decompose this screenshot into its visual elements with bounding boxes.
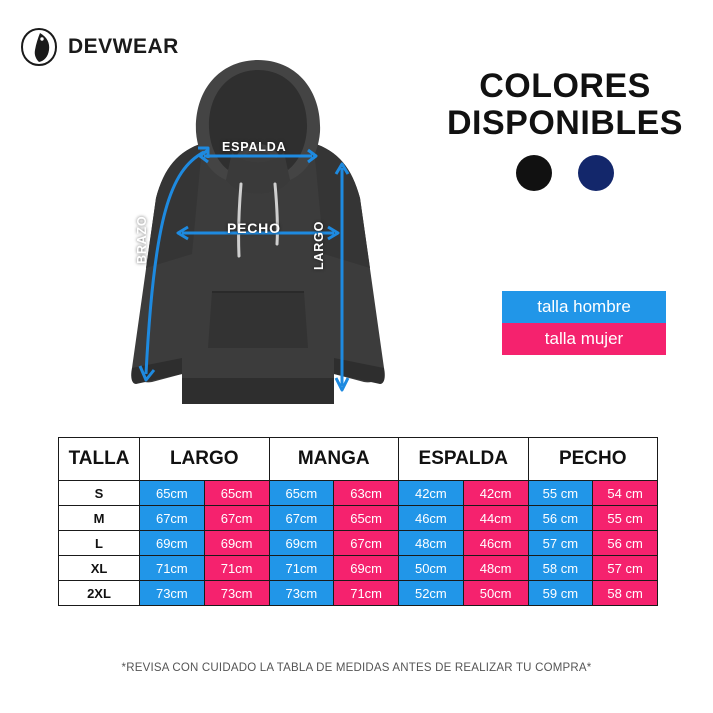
colors-title-line1: COLORES — [479, 67, 651, 105]
cell-pecho-h: 57 cm — [528, 531, 593, 556]
label-largo: LARGO — [312, 220, 326, 270]
table-row — [59, 531, 658, 556]
cell-manga-m: 71cm — [334, 581, 399, 606]
cell-espalda-m: 46cm — [463, 531, 528, 556]
cell-largo-m: 65cm — [204, 481, 269, 506]
cell-pecho-m: 55 cm — [593, 506, 658, 531]
cell-largo-m: 69cm — [204, 531, 269, 556]
cell-largo-h: 65cm — [140, 481, 205, 506]
cell-espalda-m: 44cm — [463, 506, 528, 531]
cell-manga-m: 67cm — [334, 531, 399, 556]
cell-pecho-m: 58 cm — [593, 581, 658, 606]
table-row — [59, 481, 658, 506]
cell-size: 2XL — [59, 581, 140, 606]
cell-pecho-h: 56 cm — [528, 506, 593, 531]
header-talla: TALLA — [59, 438, 140, 481]
cell-pecho-h: 55 cm — [528, 481, 593, 506]
cell-largo-h: 67cm — [140, 506, 205, 531]
color-swatch-negro[interactable] — [516, 155, 552, 191]
cell-largo-h: 73cm — [140, 581, 205, 606]
devwear-logo-icon — [18, 26, 60, 68]
cell-manga-h: 73cm — [269, 581, 334, 606]
color-swatch-azul-marino[interactable] — [578, 155, 614, 191]
header-pecho: PECHO — [528, 438, 658, 481]
table-body — [59, 481, 658, 606]
cell-espalda-h: 52cm — [399, 581, 464, 606]
table-row — [59, 581, 658, 606]
cell-size: XL — [59, 556, 140, 581]
cell-espalda-h: 50cm — [399, 556, 464, 581]
cell-espalda-h: 48cm — [399, 531, 464, 556]
table-row — [59, 556, 658, 581]
legend-mujer: talla mujer — [502, 323, 666, 355]
header-largo: LARGO — [140, 438, 270, 481]
cell-manga-h: 69cm — [269, 531, 334, 556]
cell-pecho-m: 54 cm — [593, 481, 658, 506]
table-header-row — [59, 438, 658, 481]
colors-title-line2: DISPONIBLES — [447, 103, 683, 142]
label-espalda: ESPALDA — [222, 140, 287, 154]
cell-manga-m: 63cm — [334, 481, 399, 506]
color-swatches — [440, 155, 690, 191]
cell-largo-m: 67cm — [204, 506, 269, 531]
footer-note: *REVISA CON CUIDADO LA TABLA DE MEDIDAS ANTES DE REALIZAR TU COMPRA* — [121, 662, 592, 674]
cell-espalda-h: 46cm — [399, 506, 464, 531]
header-manga: MANGA — [269, 438, 399, 481]
size-legend — [502, 291, 666, 355]
cell-size: S — [59, 481, 140, 506]
cell-pecho-m: 56 cm — [593, 531, 658, 556]
cell-manga-h: 67cm — [269, 506, 334, 531]
hoodie-illustration — [108, 48, 408, 408]
cell-manga-m: 65cm — [334, 506, 399, 531]
cell-size: L — [59, 531, 140, 556]
label-brazo: BRAZO — [135, 215, 149, 264]
brand-name: DEVWEAR — [68, 35, 179, 58]
cell-manga-m: 69cm — [334, 556, 399, 581]
legend-hombre: talla hombre — [502, 291, 666, 323]
cell-pecho-m: 57 cm — [593, 556, 658, 581]
cell-espalda-m: 50cm — [463, 581, 528, 606]
cell-largo-h: 69cm — [140, 531, 205, 556]
cell-largo-h: 71cm — [140, 556, 205, 581]
label-pecho: PECHO — [227, 220, 281, 236]
cell-largo-m: 71cm — [204, 556, 269, 581]
cell-espalda-m: 48cm — [463, 556, 528, 581]
cell-espalda-h: 42cm — [399, 481, 464, 506]
table-header — [59, 438, 658, 481]
cell-size: M — [59, 506, 140, 531]
cell-largo-m: 73cm — [204, 581, 269, 606]
cell-pecho-h: 58 cm — [528, 556, 593, 581]
cell-pecho-h: 59 cm — [528, 581, 593, 606]
table-row — [59, 506, 658, 531]
colors-title — [440, 68, 690, 141]
cell-manga-h: 65cm — [269, 481, 334, 506]
size-chart-table — [58, 437, 658, 606]
cell-espalda-m: 42cm — [463, 481, 528, 506]
available-colors-section — [440, 68, 690, 191]
cell-manga-h: 71cm — [269, 556, 334, 581]
header-espalda: ESPALDA — [399, 438, 529, 481]
